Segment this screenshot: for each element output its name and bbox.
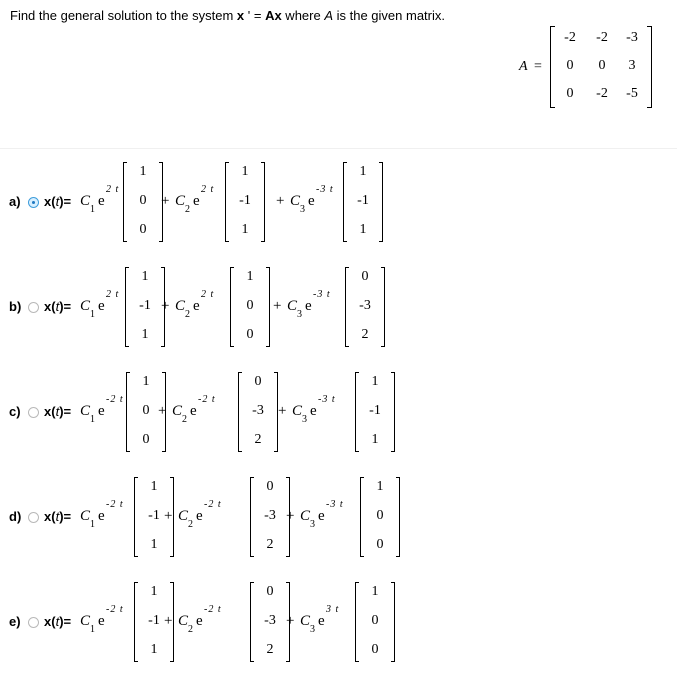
exponential-e: e bbox=[310, 403, 317, 419]
exponential-e: e bbox=[190, 403, 197, 419]
lhs-x: x( bbox=[44, 614, 56, 629]
vector-component: 1 bbox=[150, 584, 158, 599]
eigenvector bbox=[123, 162, 163, 242]
exponent: -3 t bbox=[316, 184, 334, 195]
constant-subscript: 3 bbox=[297, 309, 302, 320]
exponent: 3 t bbox=[326, 604, 340, 615]
vector-component: 1 bbox=[141, 269, 149, 284]
plus-sign: + bbox=[286, 508, 295, 524]
vector-component: -1 bbox=[357, 193, 369, 208]
vector-component: 1 bbox=[139, 164, 147, 179]
plus-sign: + bbox=[164, 613, 173, 629]
matrix-cell: -5 bbox=[626, 86, 638, 101]
section-divider bbox=[0, 148, 677, 149]
vector-component: -1 bbox=[369, 403, 381, 418]
constant-subscript: 2 bbox=[188, 519, 193, 530]
lhs-t: t bbox=[55, 509, 60, 524]
constant-c: C bbox=[80, 508, 91, 524]
vector-component: 0 bbox=[246, 327, 254, 342]
lhs-end: )= bbox=[59, 509, 72, 524]
option-radio-button[interactable] bbox=[28, 407, 39, 418]
exponential-e: e bbox=[193, 298, 200, 314]
constant-c: C bbox=[287, 298, 298, 314]
lhs-end: )= bbox=[59, 614, 72, 629]
vector-component: 0 bbox=[142, 403, 150, 418]
constant-subscript: 3 bbox=[310, 624, 315, 635]
exponent: -3 t bbox=[318, 394, 336, 405]
option-a bbox=[0, 160, 677, 260]
exponent: 2 t bbox=[106, 184, 120, 195]
eigenvector bbox=[225, 162, 265, 242]
constant-c: C bbox=[80, 193, 91, 209]
vector-component: 0 bbox=[139, 222, 147, 237]
vector-component: -1 bbox=[148, 613, 160, 628]
eigenvector bbox=[345, 267, 385, 347]
vector-component: 2 bbox=[266, 642, 274, 657]
eigenvector bbox=[250, 582, 290, 662]
exponential-e: e bbox=[98, 298, 105, 314]
exponential-e: e bbox=[196, 508, 203, 524]
lhs-x: x( bbox=[44, 509, 56, 524]
exponent: -2 t bbox=[204, 604, 222, 615]
exponent: -2 t bbox=[204, 499, 222, 510]
constant-c: C bbox=[80, 613, 91, 629]
constant-subscript: 2 bbox=[188, 624, 193, 635]
option-lhs bbox=[44, 194, 71, 209]
exponent: -3 t bbox=[326, 499, 344, 510]
vector-component: -1 bbox=[139, 298, 151, 313]
vector-component: 1 bbox=[141, 327, 149, 342]
vector-component: -3 bbox=[264, 613, 276, 628]
vector-component: 0 bbox=[139, 193, 147, 208]
constant-subscript: 1 bbox=[90, 309, 95, 320]
vector-component: 1 bbox=[371, 432, 379, 447]
eigenvector bbox=[238, 372, 278, 452]
plus-sign: + bbox=[161, 193, 170, 209]
constant-c: C bbox=[290, 193, 301, 209]
lhs-t: t bbox=[55, 614, 60, 629]
option-radio-button[interactable] bbox=[28, 197, 39, 208]
vector-component: 2 bbox=[361, 327, 369, 342]
lhs-t: t bbox=[55, 194, 60, 209]
vector-component: 1 bbox=[371, 584, 379, 599]
exponent: 2 t bbox=[201, 289, 215, 300]
vector-component: 1 bbox=[246, 269, 254, 284]
option-letter: c) bbox=[9, 404, 21, 419]
option-letter: d) bbox=[9, 509, 22, 524]
matrix-cell: -2 bbox=[596, 30, 608, 45]
vector-component: 0 bbox=[246, 298, 254, 313]
plus-sign: + bbox=[286, 613, 295, 629]
exponent: -2 t bbox=[106, 394, 124, 405]
option-c bbox=[0, 370, 677, 470]
vector-component: 0 bbox=[376, 537, 384, 552]
vector-component: 2 bbox=[266, 537, 274, 552]
vector-component: 1 bbox=[142, 374, 150, 389]
vector-component: -3 bbox=[252, 403, 264, 418]
exponential-e: e bbox=[318, 508, 325, 524]
exponent: 2 t bbox=[106, 289, 120, 300]
option-lhs bbox=[44, 509, 71, 524]
lhs-t: t bbox=[55, 299, 60, 314]
vector-component: 1 bbox=[241, 164, 249, 179]
vector-component: 2 bbox=[254, 432, 262, 447]
lhs-end: )= bbox=[59, 194, 72, 209]
vector-component: 0 bbox=[371, 642, 379, 657]
matrix-cell: -2 bbox=[564, 30, 576, 45]
option-radio-button[interactable] bbox=[28, 512, 39, 523]
constant-subscript: 2 bbox=[182, 414, 187, 425]
matrix-cell: 0 bbox=[566, 58, 574, 73]
option-letter: b) bbox=[9, 299, 22, 314]
option-radio-button[interactable] bbox=[28, 617, 39, 628]
option-letter: a) bbox=[9, 194, 21, 209]
plus-sign: + bbox=[276, 193, 285, 209]
exponential-e: e bbox=[196, 613, 203, 629]
constant-subscript: 1 bbox=[90, 204, 95, 215]
eigenvector bbox=[355, 582, 395, 662]
constant-subscript: 1 bbox=[90, 624, 95, 635]
given-matrix bbox=[519, 26, 659, 108]
option-radio-button[interactable] bbox=[28, 302, 39, 313]
constant-subscript: 1 bbox=[90, 519, 95, 530]
lhs-x: x( bbox=[44, 194, 56, 209]
question-text bbox=[10, 8, 445, 23]
vector-component: -3 bbox=[359, 298, 371, 313]
vector-component: 0 bbox=[142, 432, 150, 447]
plus-sign: + bbox=[164, 508, 173, 524]
constant-subscript: 1 bbox=[90, 414, 95, 425]
constant-c: C bbox=[80, 298, 91, 314]
vector-component: 0 bbox=[371, 613, 379, 628]
question-ax: Ax bbox=[265, 8, 282, 23]
constant-c: C bbox=[300, 613, 311, 629]
vector-component: -3 bbox=[264, 508, 276, 523]
eigenvector bbox=[125, 267, 165, 347]
vector-component: 1 bbox=[150, 479, 158, 494]
vector-component: -1 bbox=[148, 508, 160, 523]
plus-sign: + bbox=[273, 298, 282, 314]
question-a: A bbox=[324, 8, 333, 23]
matrix-cell: 0 bbox=[598, 58, 606, 73]
lhs-end: )= bbox=[59, 299, 72, 314]
matrix-left-bracket bbox=[550, 26, 555, 108]
vector-component: -1 bbox=[239, 193, 251, 208]
exponential-e: e bbox=[305, 298, 312, 314]
constant-c: C bbox=[178, 508, 189, 524]
exponential-e: e bbox=[98, 403, 105, 419]
eigenvector bbox=[250, 477, 290, 557]
question-mid2: where bbox=[281, 8, 325, 23]
given-matrix-label: A bbox=[519, 59, 528, 74]
question-x: x bbox=[236, 8, 245, 23]
eigenvector bbox=[355, 372, 395, 452]
vector-component: 1 bbox=[150, 537, 158, 552]
exponential-e: e bbox=[98, 613, 105, 629]
vector-component: 0 bbox=[254, 374, 262, 389]
exponent: -2 t bbox=[106, 604, 124, 615]
constant-subscript: 3 bbox=[302, 414, 307, 425]
exponential-e: e bbox=[308, 193, 315, 209]
constant-subscript: 2 bbox=[185, 204, 190, 215]
option-lhs bbox=[44, 299, 71, 314]
matrix-right-bracket bbox=[647, 26, 652, 108]
constant-c: C bbox=[300, 508, 311, 524]
constant-c: C bbox=[175, 193, 186, 209]
matrix-cell: 0 bbox=[566, 86, 574, 101]
vector-component: 1 bbox=[150, 642, 158, 657]
vector-component: 1 bbox=[359, 164, 367, 179]
option-e bbox=[0, 580, 677, 680]
exponent: 2 t bbox=[201, 184, 215, 195]
exponential-e: e bbox=[193, 193, 200, 209]
lhs-x: x( bbox=[44, 404, 56, 419]
eigenvector bbox=[360, 477, 400, 557]
vector-component: 0 bbox=[376, 508, 384, 523]
exponent: -2 t bbox=[198, 394, 216, 405]
question-suffix: is the given matrix. bbox=[333, 8, 445, 23]
exponential-e: e bbox=[318, 613, 325, 629]
given-matrix-equals: = bbox=[534, 59, 542, 74]
matrix-cell: -2 bbox=[596, 86, 608, 101]
constant-subscript: 3 bbox=[300, 204, 305, 215]
plus-sign: + bbox=[161, 298, 170, 314]
lhs-x: x( bbox=[44, 299, 56, 314]
option-d bbox=[0, 475, 677, 575]
constant-c: C bbox=[178, 613, 189, 629]
eigenvector bbox=[230, 267, 270, 347]
lhs-t: t bbox=[55, 404, 60, 419]
exponential-e: e bbox=[98, 193, 105, 209]
matrix-cell: 3 bbox=[628, 58, 636, 73]
vector-component: 1 bbox=[371, 374, 379, 389]
vector-component: 1 bbox=[376, 479, 384, 494]
constant-c: C bbox=[175, 298, 186, 314]
matrix-cell: -3 bbox=[626, 30, 638, 45]
vector-component: 0 bbox=[266, 584, 274, 599]
constant-c: C bbox=[292, 403, 303, 419]
vector-component: 1 bbox=[241, 222, 249, 237]
question-prefix: Find the general solution to the system bbox=[10, 8, 237, 23]
exponent: -3 t bbox=[313, 289, 331, 300]
option-lhs bbox=[44, 404, 71, 419]
vector-component: 1 bbox=[359, 222, 367, 237]
plus-sign: + bbox=[278, 403, 287, 419]
eigenvector bbox=[343, 162, 383, 242]
plus-sign: + bbox=[158, 403, 167, 419]
option-letter: e) bbox=[9, 614, 21, 629]
vector-component: 0 bbox=[266, 479, 274, 494]
constant-c: C bbox=[172, 403, 183, 419]
vector-component: 0 bbox=[361, 269, 369, 284]
lhs-end: )= bbox=[59, 404, 72, 419]
constant-subscript: 2 bbox=[185, 309, 190, 320]
question-mid1: ' = bbox=[244, 8, 266, 23]
option-lhs bbox=[44, 614, 71, 629]
constant-subscript: 3 bbox=[310, 519, 315, 530]
option-b bbox=[0, 265, 677, 365]
exponential-e: e bbox=[98, 508, 105, 524]
constant-c: C bbox=[80, 403, 91, 419]
exponent: -2 t bbox=[106, 499, 124, 510]
